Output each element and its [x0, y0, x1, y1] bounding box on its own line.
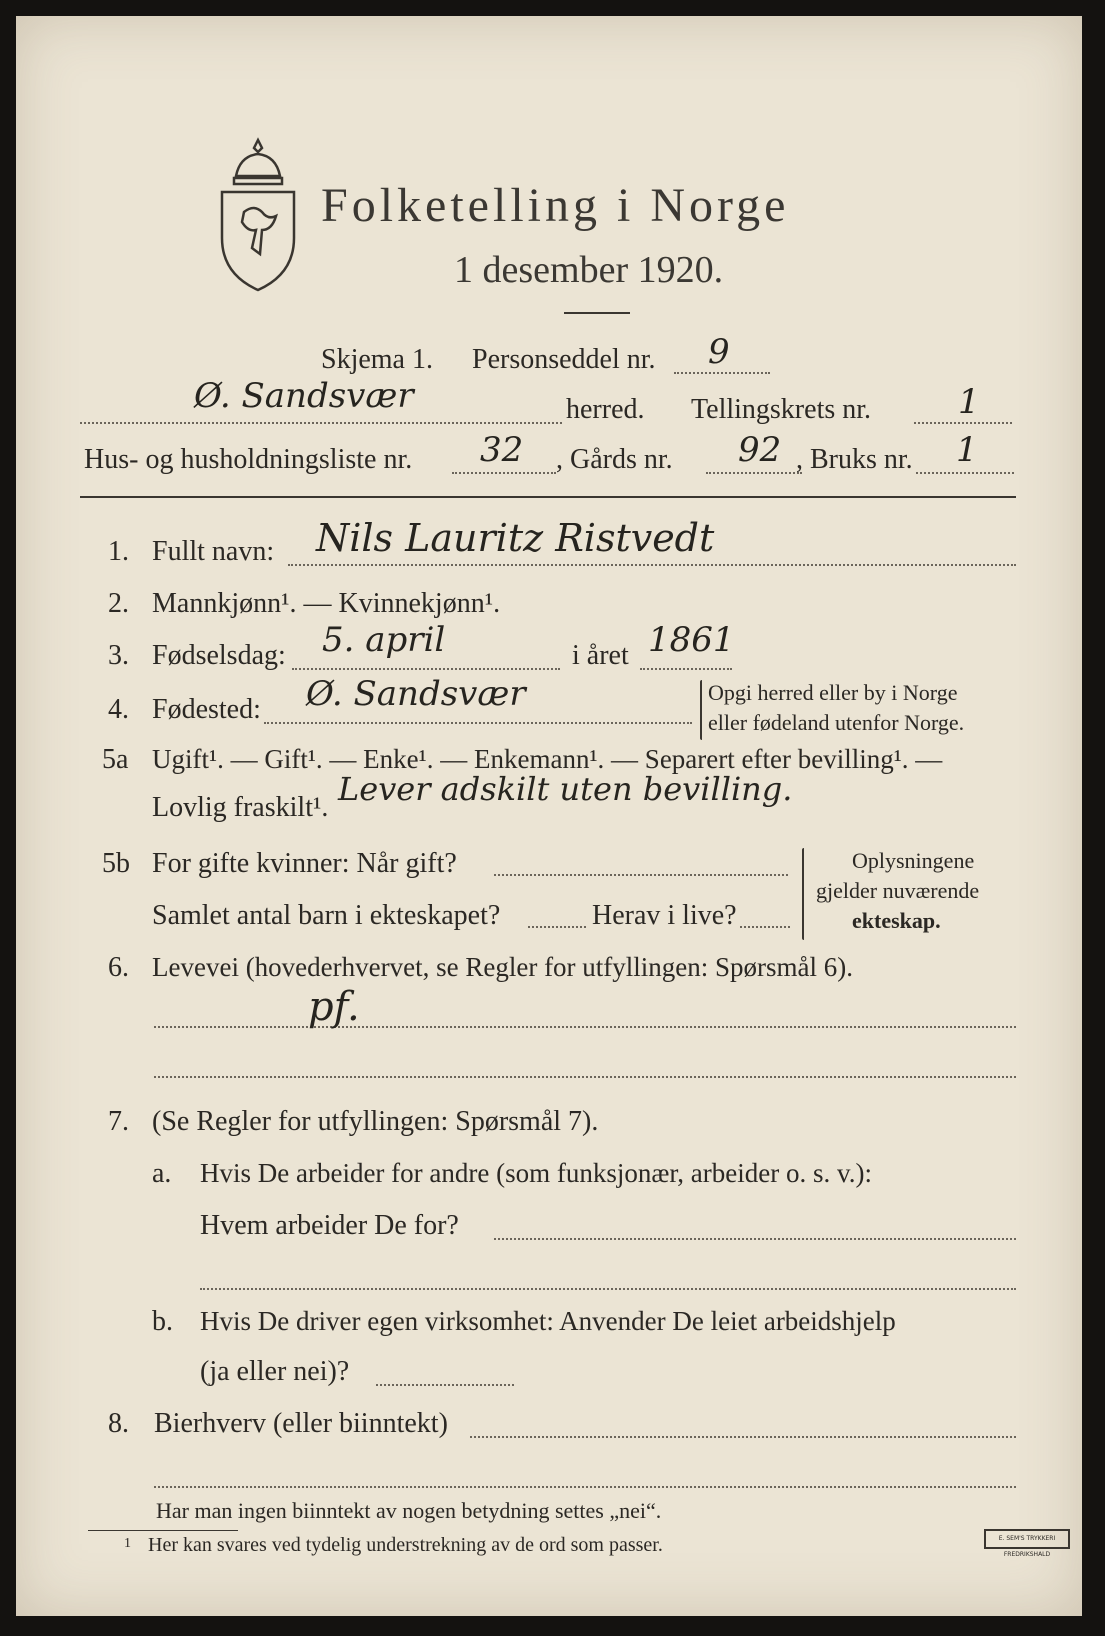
- bruks-label: , Bruks nr.: [796, 444, 913, 475]
- personseddel-line: [674, 372, 770, 374]
- q7b-line1: Hvis De driver egen virksomhet: Anvender De leiet arbeidshjelp: [200, 1306, 896, 1336]
- q5b-line1: For gifte kvinner: Når gift?: [152, 848, 457, 879]
- q8-label: Bierhverv (eller biinntekt): [154, 1408, 448, 1439]
- q6-value: pf.: [308, 984, 360, 1030]
- coat-of-arms-icon: [216, 136, 300, 296]
- q5b-children-line: [528, 926, 586, 928]
- schema-label: Skjema 1.: [321, 344, 433, 375]
- q7a-letter: a.: [152, 1158, 172, 1189]
- q7a-line2: Hvem arbeider De for?: [200, 1210, 459, 1241]
- q5b-married-line: [494, 874, 788, 876]
- q3-year-value: 1861: [648, 620, 735, 660]
- printer-stamp: E. SEM'S TRYKKERI FREDRIKSHALD: [984, 1529, 1070, 1549]
- q5a-line2-label: Lovlig fraskilt¹.: [152, 792, 329, 823]
- q6-number: 6.: [108, 952, 129, 983]
- q4-number: 4.: [108, 694, 129, 725]
- q3-year-line: [640, 668, 732, 670]
- q7b-letter: b.: [152, 1306, 173, 1337]
- tellingskrets-line: [914, 422, 1012, 424]
- q5a-number: 5a: [102, 744, 129, 775]
- q6-line2: [154, 1076, 1016, 1078]
- form-subtitle: 1 desember 1920.: [454, 249, 724, 291]
- q8-note: Har man ingen biinntekt av nogen betydning settes „nei“.: [156, 1498, 662, 1523]
- q5a-options: Ugift¹. — Gift¹. — Enke¹. — Enkemann¹. — Separert efter bevilling¹. —: [152, 744, 943, 774]
- gards-value: 92: [738, 430, 782, 470]
- q5b-note-brace: [802, 848, 804, 940]
- tellingskrets-value: 1: [958, 382, 980, 422]
- census-form: [16, 16, 1082, 1616]
- bruks-value: 1: [956, 430, 978, 470]
- personseddel-label: Personseddel nr.: [472, 344, 656, 375]
- footnote-mark: 1: [124, 1536, 131, 1551]
- gards-line: [706, 472, 802, 474]
- tellingskrets-label: Tellingskrets nr.: [691, 394, 872, 425]
- q7a-extra-line: [200, 1288, 1016, 1290]
- herred-line: [80, 422, 562, 424]
- q5b-line2b: Herav i live?: [592, 900, 737, 931]
- form-title: Folketelling i Norge: [321, 179, 790, 232]
- bruks-line: [916, 472, 1014, 474]
- q1-label: Fullt navn:: [152, 536, 275, 567]
- q4-note-brace: [700, 680, 702, 740]
- q5b-note-line1: Oplysningene: [852, 848, 975, 873]
- q4-value: Ø. Sandsvær: [306, 674, 526, 714]
- q3-label: Fødselsdag:: [152, 640, 286, 671]
- footnote-text: Her kan svares ved tydelig understrekning av de ord som passer.: [148, 1534, 663, 1556]
- q5a-value: Lever adskilt uten bevilling.: [338, 770, 793, 808]
- q8-line1: [470, 1436, 1016, 1438]
- q4-note-line2: eller fødeland utenfor Norge.: [708, 710, 965, 735]
- q3-year-label: i året: [572, 640, 629, 671]
- q4-label: Fødested:: [152, 694, 261, 725]
- q2-number: 2.: [108, 588, 129, 619]
- q8-line2: [154, 1486, 1016, 1488]
- q6-line1: [154, 1026, 1016, 1028]
- q6-label: Levevei (hovederhvervet, se Regler for utfyllingen: Spørsmål 6).: [152, 952, 854, 982]
- q5b-note-line3: ekteskap.: [852, 908, 941, 933]
- q5b-alive-line: [740, 926, 790, 928]
- q5b-number: 5b: [102, 848, 130, 879]
- q4-note-line1: Opgi herred eller by i Norge: [708, 680, 958, 705]
- footnote-divider: [88, 1530, 238, 1531]
- q7-number: 7.: [108, 1106, 129, 1137]
- q7-label: (Se Regler for utfyllingen: Spørsmål 7).: [152, 1106, 599, 1137]
- q2-label: Mannkjønn¹. — Kvinnekjønn¹.: [152, 588, 501, 619]
- q8-number: 8.: [108, 1408, 129, 1439]
- q3-date-value: 5. april: [322, 620, 446, 660]
- q3-number: 3.: [108, 640, 129, 671]
- q7a-employer-line: [494, 1238, 1016, 1240]
- q5b-line2: Samlet antal barn i ekteskapet?: [152, 900, 501, 931]
- q4-line: [264, 722, 692, 724]
- q7b-answer-line: [376, 1384, 514, 1386]
- section-divider: [80, 496, 1016, 498]
- q7a-line1: Hvis De arbeider for andre (som funksjonær, arbeider o. s. v.):: [200, 1158, 872, 1188]
- q1-line: [288, 564, 1016, 566]
- q1-value: Nils Lauritz Ristvedt: [316, 516, 715, 560]
- gards-label: , Gårds nr.: [556, 444, 673, 475]
- herred-value: Ø. Sandsvær: [194, 376, 414, 416]
- herred-label: herred.: [566, 394, 645, 425]
- hus-label: Hus- og husholdningsliste nr.: [84, 444, 413, 475]
- q3-date-line: [292, 668, 560, 670]
- q7b-line2: (ja eller nei)?: [200, 1356, 350, 1387]
- hus-line: [452, 472, 556, 474]
- q5b-note-line2: gjelder nuværende: [816, 878, 980, 903]
- hus-value: 32: [480, 430, 524, 470]
- personseddel-value: 9: [708, 332, 730, 372]
- title-divider: [564, 312, 630, 314]
- q1-number: 1.: [108, 536, 129, 567]
